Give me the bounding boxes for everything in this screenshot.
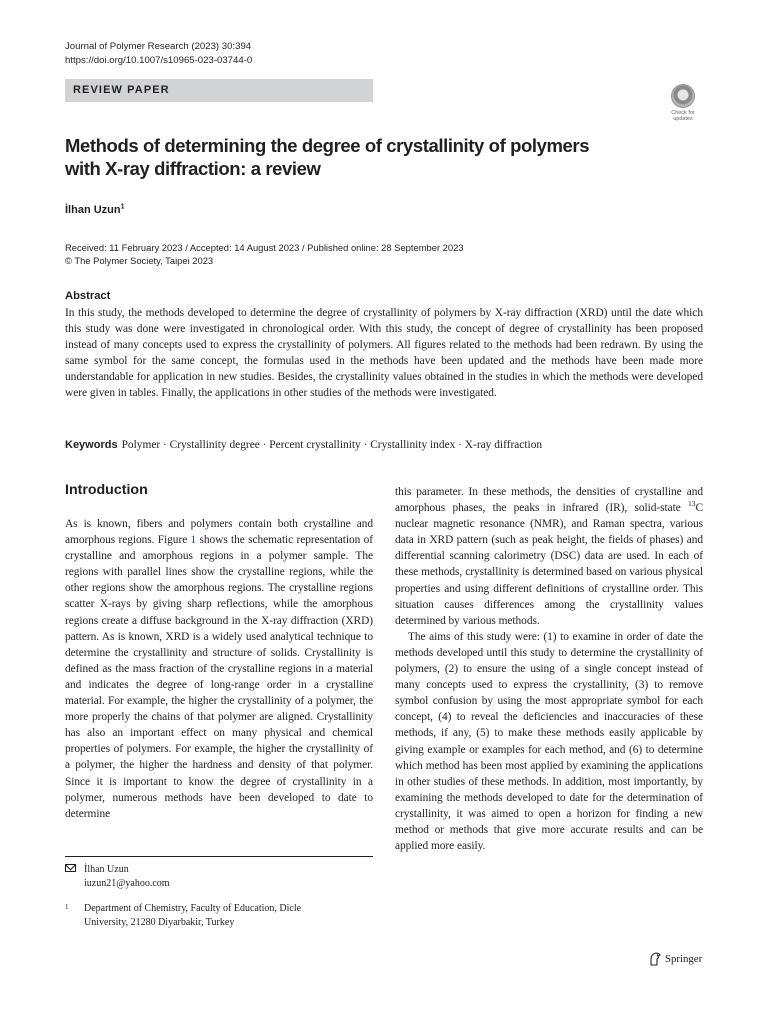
doi-link[interactable]: https://doi.org/10.1007/s10965-023-03744-0 [65,55,253,66]
introduction-heading: Introduction [65,482,148,498]
abstract-text: In this study, the methods developed to determine the degree of crystallinity of polymers by X-ray diffraction (XRD) until the date which this study was done were investigated in chronological order. With this study, the concept of degree of crystallinity has been proposed instead of many concepts used to express the crystallinity of polymers. All figures related to the methods had been redrawn. By using the same symbol for the same concept, the formulas used in the methods have been updated and the methods have been made more understandable for application in new studies. Besides, the crystallinity values obtained in the studies in which the methods were developed were given in tables. Finally, the applications in other studies of the methods were investigated. [65,307,703,400]
check-updates-icon [671,84,695,108]
footnote-email[interactable]: iuzun21@yahoo.com [84,878,170,889]
abstract-heading: Abstract [65,290,111,302]
publisher-name: Springer [665,953,703,965]
keywords-label: Keywords [65,439,118,451]
affiliation-number: 1 [65,903,69,911]
intro-paragraph-1-continued: this parameter. In these methods, the densities of crystalline and amorphous phases, the peaks in infrared (IR), solid-state $^{13}$C nuclear magnetic resonance (NMR), and Raman spectra, various data in XRD pattern (such as peak height, the fields of phases) and differential scanning calorimetry (DSC) data are used. In each of these methods, crystallinity is determined based on various physical properties and using different definitions of crystalline order. This situation causes differences among the crystallinity values determined by various methods. [395,486,703,627]
paper-title [65,134,665,180]
check-for-updates-badge[interactable] [664,84,702,124]
affiliation-line-2: University, 21280 Diyarbakir, Turkey [84,917,235,928]
title-line-2: with X-ray diffraction: a review [65,158,321,179]
author-name[interactable]: İlhan Uzun [65,204,121,216]
introduction-right-column [395,484,703,854]
check-updates-label: Check for updates [671,110,695,122]
introduction-left-column [65,516,373,822]
springer-logo [648,952,702,966]
affiliation-line-1: Department of Chemistry, Faculty of Education, Dicle [84,903,302,914]
copyright: © The Polymer Society, Taipei 2023 [65,255,214,266]
springer-horse-icon [648,952,661,966]
keywords [65,437,705,453]
article-type-banner: REVIEW PAPER [65,79,373,102]
keywords-list: Polymer · Crystallinity degree · Percent crystallinity · Crystallinity index · X-ray diffraction [121,439,543,451]
corresponding-author-footnote [65,863,373,889]
title-line-1: Methods of determining the degree of crystallinity of polymers [65,135,590,156]
author [65,204,125,216]
intro-paragraph-1: As is known, fibers and polymers contain both crystalline and amorphous regions. Figure 1 shows the schematic representation of crystalline and amorphous regions in a polymer sample. The regions with parallel lines show the crystalline regions, while the other regions show the amorphous regions. The crystalline regions scatter X-rays by giving sharp reflections, while the amorphous regions create a diffuse background in the X-ray diffraction (XRD) pattern. As is known, XRD is a widely used analytical technique to determine the crystallinity and structure of solids. Crystallinity is defined as the mass fraction of the crystalline regions in a material and indicates the degree of long-range order in a crystalline material. For example, the higher the crystallinity of a polymer, the more properly the chains of that polymer are aligned. Crystallinity has also an important effect on many physical and chemical properties of polymers. For example, the higher the crystallinity of a polymer, the higher the hardness and density of that polymer. Since it is important to know the degree of crystallinity in a polymer, numerous methods have been developed to date to determine [65,518,373,820]
figure-link[interactable]: 1 [190,534,197,547]
footnote-divider [65,856,373,857]
publication-dates: Received: 11 February 2023 / Accepted: 14 August 2023 / Published online: 28 September 2023 [65,242,464,253]
journal-citation: Journal of Polymer Research (2023) 30:394 [65,41,252,52]
footnote-author-name: İlhan Uzun [84,864,129,875]
intro-paragraph-2: The aims of this study were: (1) to examine in order of date the methods developed until this study to determine the crystallinity of polymers, (2) to ensure the using of a single concept instead of many concepts used to express the crystallinity, (3) to remove symbol confusion by using the most appropriate symbol for each concept, (4) to reveal the deficiencies and inaccuracies of these methods, if any, (5) to make these methods easily applicable by giving example or examples for each method, and (6) to determine which method has been most applied by examining the applications in other studies of these methods. In addition, most importantly, by examining the methods developed to date for the determination of crystallinity, it was aimed to open a horizon for finding a new method or methods that give more accurate results and can be applied more easily. [395,630,703,853]
envelope-icon [65,864,76,872]
affiliation-mark: 1 [120,203,125,211]
